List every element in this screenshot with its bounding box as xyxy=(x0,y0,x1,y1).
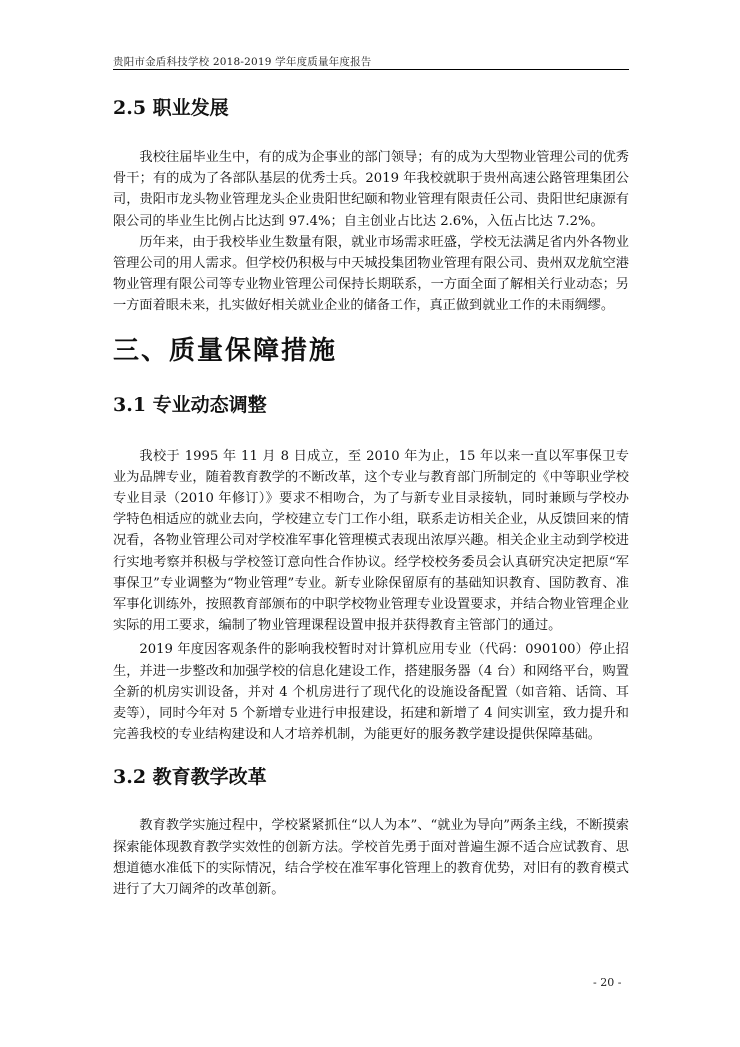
section-3-2-heading: 3.2 教育教学改革 xyxy=(113,766,267,789)
section-2-5-paragraph-1: 我校往届毕业生中，有的成为企事业的部门领导；有的成为大型物业管理公司的优秀骨干；有的成为了各部队基层的优秀士兵。2019 年我校就职于贵州高速公路管理集团公司，贵阳市龙头物业管理龙头企业贵阳世纪颐和物业管理有限责任公司、贵阳世纪康源有限公司的毕业生比例占比达到 97.4%；自主创业占比达 2.6%，入伍占比达 7.2%。 xyxy=(113,150,629,229)
section-2-5-paragraph-2: 历年来，由于我校毕业生数量有限，就业市场需求旺盛，学校无法满足省内外各物业管理公司的用人需求。但学校仍积极与中天城投集团物业管理有限公司、贵州双龙航空港物业管理有限公司等专业物业管理公司保持长期联系，一方面全面了解相关行业动态；另一方面着眼未来，扎实做好相关就业企业的储备工作，真正做到就业工作的未雨绸缪。 xyxy=(113,234,629,314)
chapter-3-heading: 三、质量保障措施 xyxy=(113,335,338,366)
section-3-2-paragraph-1: 教育教学实施过程中，学校紧紧抓住“以人为本”、“就业为导向”两条主线，不断摸索探索能体现教育教学实效性的创新方法。学校首先勇于面对普遍生源不适合应试教育、思想道德水准低下的实际情况，结合学校在准军事化管理上的教育优势，对旧有的教育模式进行了大刀阔斧的改革创新。 xyxy=(113,818,629,898)
page-header: 贵阳市金盾科技学校 2018-2019 学年度质量年度报告 xyxy=(113,56,372,68)
page-content xyxy=(113,96,629,900)
page-number: - 20 - xyxy=(593,976,622,989)
section-3-1-paragraph-2: 2019 年度因客观条件的影响我校暂时对计算机应用专业（代码：090100）停止招生，并进一步整改和加强学校的信息化建设工作，搭建服务器（4 台）和网络平台，购置全新的机房实训设备，并对 4 个机房进行了现代化的设施设备配置（如音箱、话筒、耳麦等），同时今年对 5 个新增专业进行申报建设，拓建和新增了 4 间实训室，致力提升和完善我校的专业结构建设和人才培养机制，为能更好的服务教学建设提供保障基础。 xyxy=(113,642,629,743)
section-2-5-heading: 2.5 职业发展 xyxy=(113,97,229,119)
header-rule xyxy=(113,69,629,70)
section-3-1-heading: 3.1 专业动态调整 xyxy=(113,393,267,416)
section-3-1-paragraph-1: 我校于 1995 年 11 月 8 日成立，至 2010 年为止，15 年以来一直以军事保卫专业为品牌专业，随着教育教学的不断改革，这个专业与教育部门所制定的《中等职业学校专业目录（2010 年修订）》要求不相吻合，为了与新专业目录接轨，同时兼顾与学校办学特色相适应的就业去向，学校建立专门工作小组，联系走访相关企业，从反馈回来的情况看，各物业管理公司对学校准军事化管理模式表现出浓厚兴趣。相关企业主动到学校进行实地考察并积极与学校签订意向性合作协议。经学校校务委员会认真研究决定把原“军事保卫”专业调整为“物业管理”专业。新专业除保留原有的基础知识教育、国防教育、准军事化训练外，按照教育部颁布的中职学校物业管理专业设置要求，并结合物业管理企业实际的用工要求，编制了物业管理课程设置申报并获得教育主管部门的通过。 xyxy=(113,448,629,634)
